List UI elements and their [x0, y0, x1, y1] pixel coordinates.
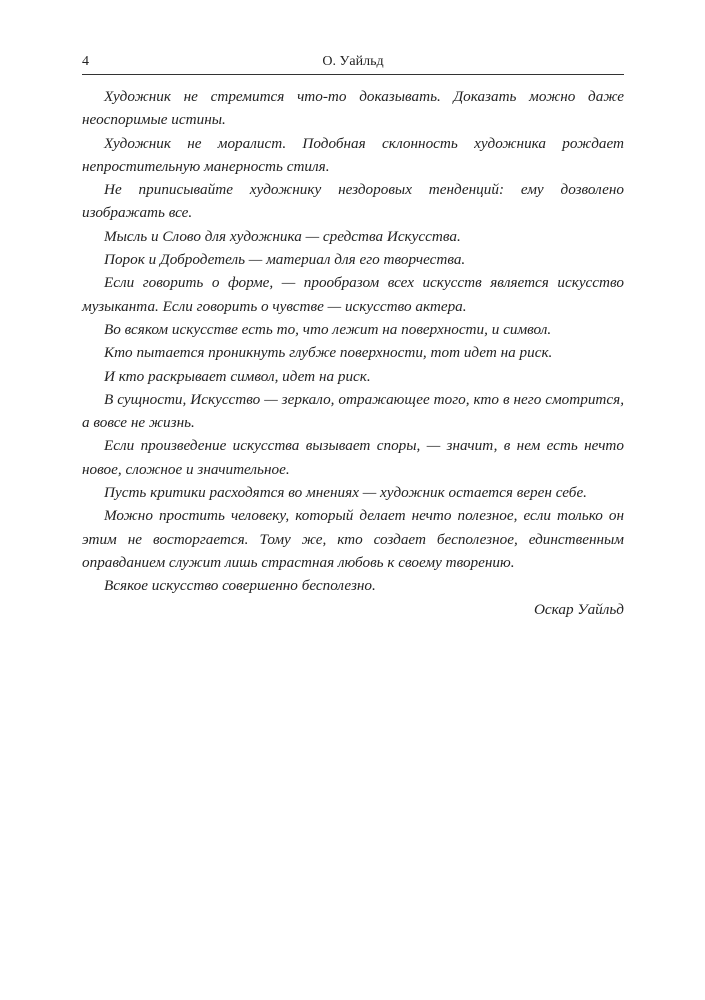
paragraph: Порок и Добродетель — материал для его творчества.	[104, 251, 466, 269]
page-number: 4	[82, 54, 89, 69]
paragraph: Если произведение искусства вызывает споры, — значит, в нем есть нечто новое, сложное и значительное.	[82, 437, 624, 478]
running-head-title: О. Уайльд	[322, 54, 384, 69]
preface-text	[82, 85, 624, 621]
author-signature: Оскар Уайльд	[533, 600, 624, 618]
paragraph: Всякое искусство совершенно бесполезно.	[104, 577, 376, 595]
paragraph: Не приписывайте художнику нездоровых тенденций: ему дозволено изображать все.	[82, 181, 624, 222]
paragraph: Кто пытается проникнуть глубже поверхности, тот идет на риск.	[104, 344, 553, 362]
paragraph: Можно простить человеку, который делает нечто полезное, если только он этим не восторгается. Тому же, кто создает бесполезное, единственным оправданием служит лишь страстная любовь к своему творению.	[82, 507, 624, 571]
paragraph: Художник не моралист. Подобная склонность художника рождает непростительную манерность стиля.	[82, 134, 624, 175]
paragraph: И кто раскрывает символ, идет на риск.	[104, 367, 371, 385]
paragraph: Пусть критики расходятся во мнениях — художник остается верен себе.	[104, 484, 587, 502]
running-head	[82, 52, 624, 75]
paragraph: В сущности, Искусство — зеркало, отражающее того, кто в него смотрится, а вовсе не жизнь.	[82, 390, 624, 432]
paragraph: Во всяком искусстве есть то, что лежит на поверхности, и символ.	[104, 320, 552, 338]
paragraph: Художник не стремится что-то доказывать. Доказать можно даже неоспоримые истины.	[82, 88, 624, 129]
paragraph: Мысль и Слово для художника — средства Искусства.	[104, 227, 461, 245]
paragraph: Если говорить о форме, — прообразом всех искусств является искусство музыканта. Если говорить о чувстве — искусство актера.	[82, 274, 624, 315]
